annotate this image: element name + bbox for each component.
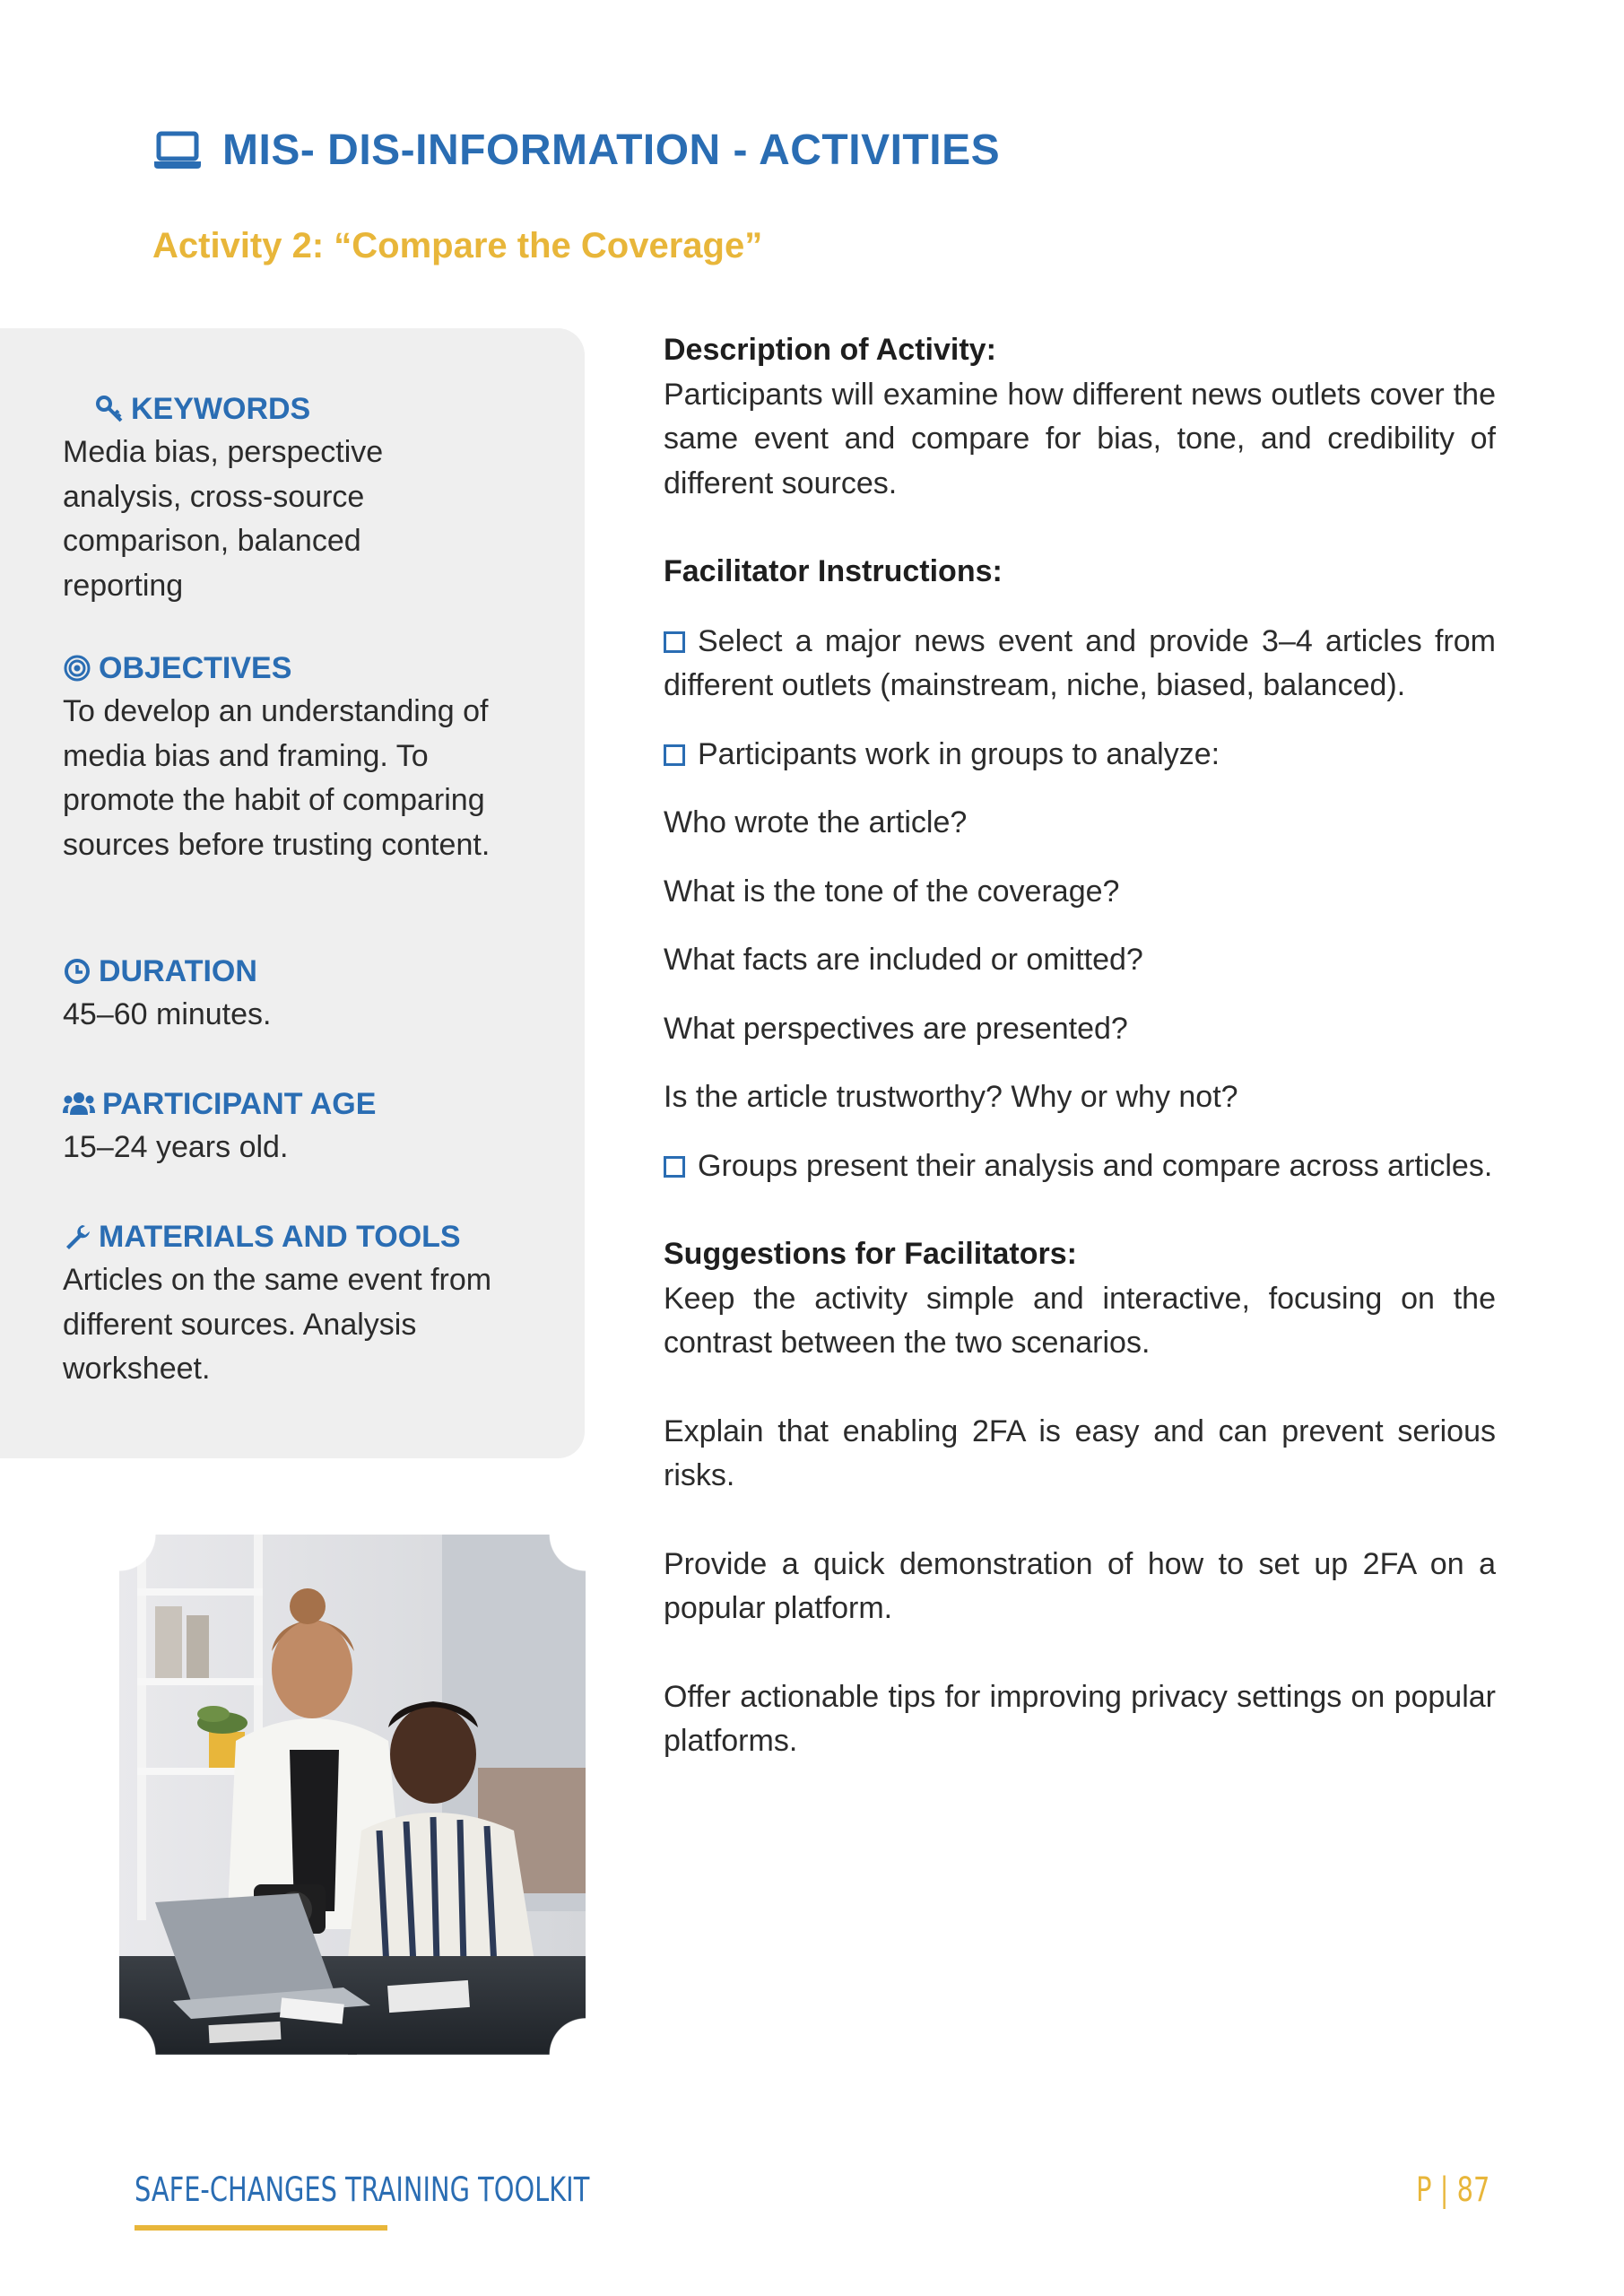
users-icon (63, 1090, 95, 1118)
wrench-icon (63, 1222, 91, 1251)
keywords-heading-text: KEYWORDS (131, 391, 311, 426)
keywords-text: Media bias, perspective analysis, cross-source comparison, balanced reporting (63, 435, 384, 603)
materials-section (63, 1215, 547, 1392)
objectives-heading-text: OBJECTIVES (99, 650, 292, 685)
objectives-heading (63, 647, 547, 690)
workshop-photo (119, 1535, 586, 2055)
checkbox-icon (664, 1156, 685, 1178)
suggestion-item: Provide a quick demonstration of how to set up 2FA on a popular platform. (664, 1546, 1496, 1625)
materials-text: Articles on the same event from different sources. Analysis worksheet. (63, 1263, 492, 1386)
question-item: Is the article trustworthy? Why or why not? (664, 1080, 1238, 1114)
materials-heading-text: MATERIALS AND TOOLS (99, 1219, 461, 1254)
instruction-step-2 (664, 733, 1496, 778)
suggestion-item: Explain that enabling 2FA is easy and can prevent serious risks. (664, 1413, 1496, 1492)
suggestions-heading: Suggestions for Facilitators: (664, 1237, 1077, 1271)
duration-section (63, 950, 547, 1038)
suggestion-item: Keep the activity simple and interactive, focusing on the contrast between the two scenarios. (664, 1281, 1496, 1360)
activity-title: Activity 2: “Compare the Coverage” (152, 226, 763, 265)
photo-illustration (119, 1535, 586, 2055)
duration-heading-text: DURATION (99, 953, 257, 988)
objectives-section (63, 647, 547, 867)
page-title-text: MIS- DIS-INFORMATION - ACTIVITIES (222, 126, 1001, 174)
instruction-step-1 (664, 620, 1496, 709)
description-heading: Description of Activity: (664, 333, 996, 367)
activity-info-panel (0, 328, 585, 1458)
checkbox-icon (664, 631, 685, 653)
instructions-heading: Facilitator Instructions: (664, 554, 1003, 588)
description-text: Participants will examine how different news outlets cover the same event and compare for bias, tone, and credibility of different sources. (664, 377, 1496, 500)
target-icon (63, 654, 91, 683)
suggestion-item: Offer actionable tips for improving privacy settings on popular platforms. (664, 1679, 1496, 1758)
footer-toolkit-name: SAFE-CHANGES TRAINING TOOLKIT (135, 2170, 590, 2209)
question-item: What perspectives are presented? (664, 1011, 1128, 1046)
instruction-step-1-text: Select a major news event and provide 3–4 articles from different outlets (mainstream, niche, biased, balanced). (664, 623, 1496, 702)
duration-heading (63, 950, 547, 993)
keywords-heading (63, 387, 547, 430)
participant-age-text: 15–24 years old. (63, 1130, 289, 1164)
participant-age-section (63, 1083, 547, 1170)
page-number: P | 87 (1415, 2170, 1489, 2209)
instruction-step-3-text: Groups present their analysis and compare across articles. (698, 1148, 1493, 1183)
clock-icon (63, 957, 91, 986)
materials-heading (63, 1215, 547, 1258)
key-icon (95, 395, 124, 423)
question-item: Who wrote the article? (664, 805, 968, 839)
page-title (152, 126, 1000, 175)
main-content (664, 328, 1496, 1764)
participant-age-heading (63, 1083, 547, 1126)
laptop-icon (152, 131, 203, 170)
keywords-section (63, 387, 547, 608)
duration-text: 45–60 minutes. (63, 997, 272, 1031)
checkbox-icon (664, 744, 685, 766)
question-item: What is the tone of the coverage? (664, 874, 1120, 909)
instruction-step-2-text: Participants work in groups to analyze: (698, 736, 1220, 771)
footer-underline (135, 2225, 387, 2231)
objectives-text: To develop an understanding of media bias and framing. To promote the habit of comparing sources before trusting content. (63, 694, 491, 862)
participant-age-heading-text: PARTICIPANT AGE (102, 1086, 377, 1121)
question-item: What facts are included or omitted? (664, 943, 1143, 977)
instruction-step-3 (664, 1144, 1496, 1189)
